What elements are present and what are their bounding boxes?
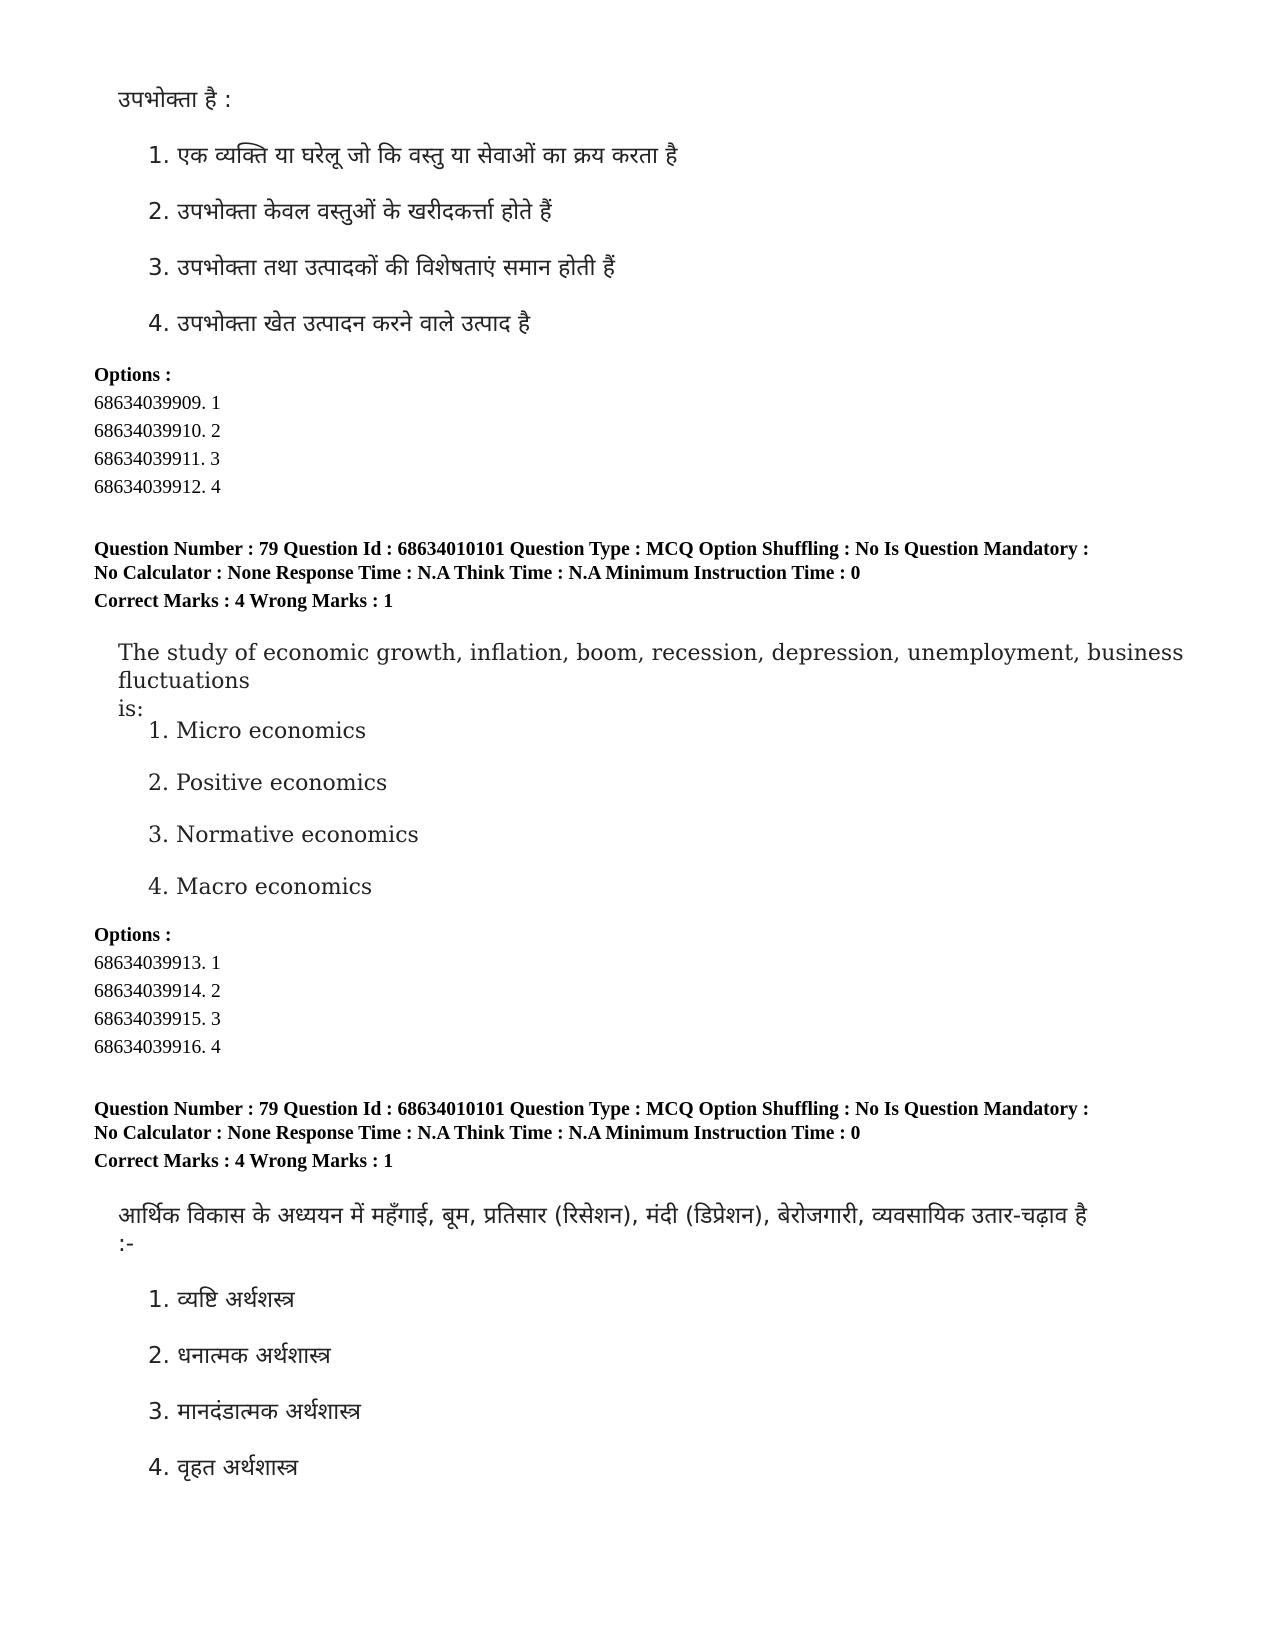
option-line: 68634039909. 1 xyxy=(94,393,221,414)
choice-item: 1. एक व्यक्ति या घरेलू जो कि वस्तु या सेवाओं का क्रय करता है xyxy=(148,143,678,169)
option-line: 68634039912. 4 xyxy=(94,477,221,498)
choice-item: 3. उपभोक्ता तथा उत्पादकों की विशेषताएं समान होती हैं xyxy=(148,255,615,281)
question-hi-choices xyxy=(118,1202,1188,1502)
choice-item: 4. उपभोक्ता खेत उत्पादन करने वाले उत्पाद है xyxy=(148,311,531,337)
options-label: Options : xyxy=(94,925,172,946)
option-line: 68634039913. 1 xyxy=(94,953,221,974)
choice-item: 2. उपभोक्ता केवल वस्तुओं के खरीदकर्त्ता होते हैं xyxy=(148,199,552,225)
option-line: 68634039910. 2 xyxy=(94,421,221,442)
option-line: 68634039915. 3 xyxy=(94,1009,221,1030)
prev-question-choices xyxy=(118,86,1188,346)
question-header-line: No Calculator : None Response Time : N.A Think Time : N.A Minimum Instruction Time : 0 xyxy=(94,563,861,584)
choice-item: 2. Positive economics xyxy=(148,771,388,796)
option-line: 68634039914. 2 xyxy=(94,981,221,1002)
question-marks: Correct Marks : 4 Wrong Marks : 1 xyxy=(94,1151,394,1172)
option-line: 68634039911. 3 xyxy=(94,449,221,470)
question-marks: Correct Marks : 4 Wrong Marks : 1 xyxy=(94,591,394,612)
options-label: Options : xyxy=(94,365,172,386)
question-en-choices xyxy=(118,640,1188,910)
question-header xyxy=(94,538,1089,614)
question-header xyxy=(94,1098,1089,1174)
question-stem-line: The study of economic growth, inflation, boom, recession, depression, unemployment, business fluctuations xyxy=(118,641,1184,694)
prev-options-section xyxy=(94,364,221,500)
choice-item: 1. Micro economics xyxy=(148,719,367,744)
question-stem-line: is: xyxy=(118,697,144,722)
question-header-line: Question Number : 79 Question Id : 68634010101 Question Type : MCQ Option Shuffling : No Is Question Mandatory : xyxy=(94,539,1090,560)
choice-item: 2. धनात्मक अर्थशास्त्र xyxy=(148,1343,331,1369)
choice-item: 3. Normative economics xyxy=(148,823,419,848)
en-options-section xyxy=(94,924,221,1060)
question-header-line: Question Number : 79 Question Id : 68634010101 Question Type : MCQ Option Shuffling : No Is Question Mandatory : xyxy=(94,1099,1090,1120)
option-line: 68634039916. 4 xyxy=(94,1037,221,1058)
choice-item: 3. मानदंडात्मक अर्थशास्त्र xyxy=(148,1399,361,1425)
question-stem-text: उपभोक्ता है : xyxy=(118,87,232,113)
choice-item: 4. वृहत अर्थशास्त्र xyxy=(148,1455,299,1481)
choice-item: 4. Macro economics xyxy=(148,875,373,900)
question-stem-line: आर्थिक विकास के अध्ययन में महँगाई, बूम, प्रतिसार (रिसेशन), मंदी (डिप्रेशन), बेरोजगारी, व्यवसायिक उतार-चढ़ाव है xyxy=(118,1203,1087,1229)
question-header-line: No Calculator : None Response Time : N.A Think Time : N.A Minimum Instruction Time : 0 xyxy=(94,1123,861,1144)
question-stem-line: :- xyxy=(118,1231,135,1257)
choice-item: 1. व्यष्टि अर्थशस्त्र xyxy=(148,1287,295,1313)
